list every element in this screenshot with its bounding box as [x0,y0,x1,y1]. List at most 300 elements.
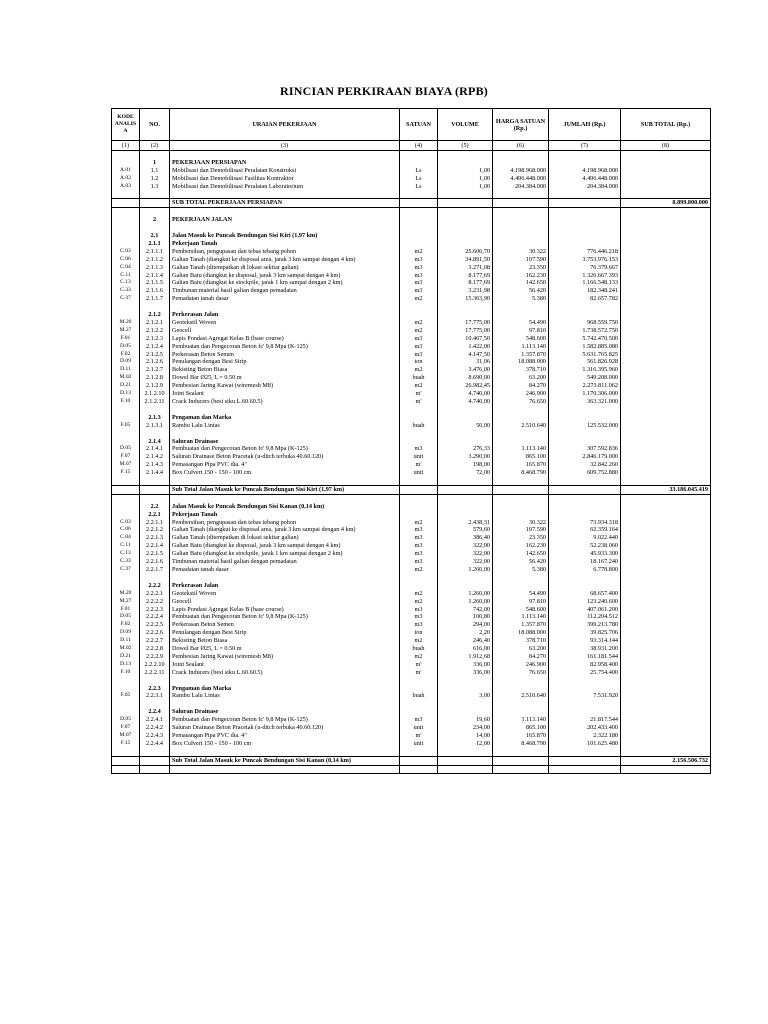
satuan-cell: m3 [400,351,438,359]
harga-cell: 63.200 [493,645,549,653]
jumlah-cell [549,700,621,708]
subtotal-cell [621,700,711,708]
harga-cell: 142.650 [493,550,549,558]
jumlah-cell: 4.496.448.000 [549,175,621,183]
harga-cell: 76.650 [493,398,549,406]
satuan-cell: ton [400,629,438,637]
jumlah-cell: 9.022.440 [549,534,621,542]
kode-cell: F.10 [112,669,140,677]
satuan-cell [400,240,438,248]
satuan-cell [400,151,438,159]
harga-cell [493,582,549,590]
kode-cell [112,503,140,511]
no-cell: 2.2 [140,503,170,511]
table-row [112,240,711,248]
harga-cell: 865.100 [493,453,549,461]
colnum-7: (7) [549,141,621,151]
no-cell: 2.1.2.3 [140,335,170,343]
satuan-cell [400,159,438,167]
jumlah-cell: 7.531.920 [549,692,621,700]
document-title: RINCIAN PERKIRAAN BIAYA (RPB) [280,84,488,98]
subtotal-cell [621,606,711,614]
volume-cell [438,574,493,582]
harga-cell [493,414,549,422]
jumlah-cell: 363.321.000 [549,398,621,406]
volume-cell: 8.177,69 [438,272,493,280]
jumlah-cell [549,582,621,590]
satuan-cell [400,503,438,511]
uraian-cell: Galian Batu (diangkut ke disposal, jarak 3 km sampai dengan 4 km) [170,272,400,280]
harga-cell [493,232,549,240]
no-cell: 2.1.3 [140,414,170,422]
subtotal-cell [621,740,711,748]
table-row [112,159,711,167]
jumlah-cell: 407.061.200 [549,606,621,614]
harga-cell: 2.510.640 [493,422,549,430]
table-row [112,685,711,693]
satuan-cell [400,765,438,774]
volume-cell: 3.231,98 [438,287,493,295]
subtotal-cell [621,279,711,287]
subtotal-cell [621,534,711,542]
table-row [112,519,711,527]
uraian-cell: Timbunan material hasil galian dengan pemadatan [170,558,400,566]
kode-cell [112,494,140,502]
no-cell: 2.1.2.1 [140,319,170,327]
volume-cell [438,700,493,708]
kode-cell [112,700,140,708]
column-number-row [112,141,711,151]
subtotal-cell: 8.899.800.000 [621,199,711,208]
satuan-cell: m3 [400,335,438,343]
volume-cell: 8.177,69 [438,279,493,287]
subtotal-cell [621,311,711,319]
subtotal-cell: 33.186.045.419 [621,485,711,494]
volume-cell: 579,60 [438,526,493,534]
uraian-cell: Perkerasan Beton Semen [170,351,400,359]
table-row [112,765,711,774]
subtotal-cell [621,335,711,343]
table-row [112,453,711,461]
subtotal-cell [621,414,711,422]
harga-cell: 23.350 [493,534,549,542]
kode-cell: C.03 [112,248,140,256]
kode-cell: D.05 [112,445,140,453]
no-cell: 2.1.2.7 [140,366,170,374]
satuan-cell: Ls [400,175,438,183]
no-cell: 1.1 [140,167,170,175]
kode-cell: C.03 [112,519,140,527]
no-cell [140,756,170,765]
table-row [112,438,711,446]
jumlah-cell [549,511,621,519]
satuan-cell: m' [400,732,438,740]
subtotal-cell [621,685,711,693]
kode-cell: M.02 [112,374,140,382]
volume-cell: 3.476,00 [438,366,493,374]
subtotal-cell [621,494,711,502]
volume-cell [438,756,493,765]
volume-cell: 4.740,00 [438,398,493,406]
harga-cell [493,677,549,685]
satuan-cell: m3 [400,534,438,542]
volume-cell: 742,00 [438,606,493,614]
subtotal-cell [621,732,711,740]
jumlah-cell: 5.742.470.500 [549,335,621,343]
uraian-cell: Perkerasan Beton Semen [170,621,400,629]
kode-cell: C.06 [112,256,140,264]
volume-cell [438,765,493,774]
volume-cell: 1.260,00 [438,590,493,598]
jumlah-cell: 1.316.395.960 [549,366,621,374]
subtotal-cell [621,430,711,438]
uraian-cell: Penulangan dengan Besi Sirip [170,629,400,637]
jumlah-cell: 307.592.836 [549,445,621,453]
volume-cell: 2.438,31 [438,519,493,527]
no-cell [140,430,170,438]
kode-cell: M.07 [112,461,140,469]
kode-cell [112,582,140,590]
no-cell: 2.1.4.4 [140,469,170,477]
volume-cell: 322,00 [438,542,493,550]
jumlah-cell [549,748,621,756]
no-cell [140,406,170,414]
subtotal-cell [621,724,711,732]
table-row [112,374,711,382]
kode-cell [112,477,140,485]
harga-cell: 162.230 [493,272,549,280]
satuan-cell [400,430,438,438]
subtotal-cell [621,558,711,566]
satuan-cell [400,485,438,494]
kode-cell: F.05 [112,692,140,700]
jumlah-cell [549,303,621,311]
table-row [112,208,711,216]
jumlah-cell: 2.322.180 [549,732,621,740]
satuan-cell [400,414,438,422]
satuan-cell: m2 [400,637,438,645]
header-jumlah: JUMLAH (Rp.) [549,109,621,141]
harga-cell: 1.113.140 [493,716,549,724]
table-row [112,677,711,685]
subtotal-cell [621,613,711,621]
kode-cell [112,438,140,446]
subtotal-cell [621,327,711,335]
jumlah-cell: 1.582.885.080 [549,343,621,351]
no-cell: 2.2.3 [140,685,170,693]
kode-cell [112,240,140,248]
harga-cell [493,191,549,199]
harga-cell: 246.900 [493,661,549,669]
jumlah-cell: 2.846.179.000 [549,453,621,461]
satuan-cell: m3 [400,287,438,295]
no-cell: 2.1.2.2 [140,327,170,335]
satuan-cell: m3 [400,279,438,287]
harga-cell [493,159,549,167]
table-row [112,335,711,343]
subtotal-cell [621,748,711,756]
satuan-cell: m2 [400,295,438,303]
jumlah-cell [549,477,621,485]
volume-cell: 31,06 [438,358,493,366]
harga-cell: 18.088.000 [493,629,549,637]
no-cell: 2.2.1.1 [140,519,170,527]
table-row [112,414,711,422]
uraian-cell [170,700,400,708]
jumlah-cell [549,216,621,224]
jumlah-cell [549,708,621,716]
volume-cell: 72,00 [438,469,493,477]
harga-cell: 8.468.790 [493,740,549,748]
volume-cell: 294,00 [438,621,493,629]
subtotal-cell [621,461,711,469]
table-row [112,621,711,629]
volume-cell [438,311,493,319]
volume-cell [438,199,493,208]
harga-cell: 107.590 [493,526,549,534]
kode-cell [112,485,140,494]
harga-cell: 18.088.000 [493,358,549,366]
table-row [112,151,711,159]
no-cell: 2.1.3.1 [140,422,170,430]
uraian-cell: SUB TOTAL PEKERJAAN PERSIAPAN [170,199,400,208]
table-row [112,327,711,335]
table-row [112,398,711,406]
table-row [112,422,711,430]
kode-cell: F.10 [112,398,140,406]
subtotal-cell [621,167,711,175]
no-cell: 2.1.4 [140,438,170,446]
no-cell: 2.2.4.4 [140,740,170,748]
subtotal-cell [621,191,711,199]
satuan-cell [400,708,438,716]
subtotal-cell [621,669,711,677]
header-harga: HARGA SATUAN (Rp.) [493,109,549,141]
harga-cell [493,700,549,708]
jumlah-cell [549,159,621,167]
table-row [112,319,711,327]
volume-cell [438,685,493,693]
volume-cell [438,748,493,756]
table-row [112,191,711,199]
kode-cell [112,406,140,414]
harga-cell: 56.420 [493,287,549,295]
table-row [112,311,711,319]
satuan-cell: buah [400,692,438,700]
uraian-cell: Mobilisasi dan Demobilisasi Fasilitas Kontraktor [170,175,400,183]
volume-cell [438,151,493,159]
kode-cell: D.09 [112,358,140,366]
jumlah-cell: 82.657.782 [549,295,621,303]
uraian-cell: Pengaman dan Marka [170,414,400,422]
jumlah-cell [549,494,621,502]
no-cell [140,574,170,582]
uraian-cell: Pembersihan, pengupasan dan tebas tebang pohon [170,248,400,256]
volume-cell [438,494,493,502]
no-cell: 2.1.1.7 [140,295,170,303]
kode-cell: C.13 [112,550,140,558]
kode-cell: M.20 [112,319,140,327]
satuan-cell: Ls [400,167,438,175]
no-cell [140,494,170,502]
satuan-cell: unit [400,469,438,477]
colnum-4: (4) [400,141,438,151]
no-cell: 2.2.2 [140,582,170,590]
subtotal-cell [621,519,711,527]
harga-cell: 84.270 [493,382,549,390]
subtotal-cell [621,319,711,327]
volume-cell: 25.606,70 [438,248,493,256]
volume-cell: 19,60 [438,716,493,724]
uraian-cell: Pemasangan Pipa PVC dia. 4" [170,461,400,469]
satuan-cell [400,700,438,708]
subtotal-cell [621,240,711,248]
table-row [112,637,711,645]
kode-cell: A.03 [112,183,140,191]
satuan-cell [400,224,438,232]
subtotal-cell [621,374,711,382]
satuan-cell [400,494,438,502]
subtotal-cell [621,256,711,264]
kode-cell: D.13 [112,661,140,669]
uraian-cell: Pembuatan dan Pengecoran Beton fc' 9,8 Mpa (K-125) [170,613,400,621]
no-cell: 2.1.2.9 [140,382,170,390]
uraian-cell [170,494,400,502]
table-row [112,716,711,724]
satuan-cell: m3 [400,272,438,280]
satuan-cell: unit [400,724,438,732]
uraian-cell: Lapis Pondasi Agregat Kelas B (base course) [170,606,400,614]
uraian-cell: Geotekstil Woven [170,590,400,598]
no-cell: 2.1.2.4 [140,343,170,351]
harga-cell: 1.357.870 [493,621,549,629]
kode-cell [112,199,140,208]
subtotal-cell [621,692,711,700]
table-row [112,366,711,374]
satuan-cell: m2 [400,566,438,574]
satuan-cell: m3 [400,716,438,724]
no-cell: 2.2.2.6 [140,629,170,637]
harga-cell [493,748,549,756]
uraian-cell: Galian Batu (diangkut ke disposal, jarak 3 km sampai dengan 4 km) [170,542,400,550]
satuan-cell [400,677,438,685]
harga-cell: 378.710 [493,637,549,645]
uraian-cell: Sub Total Jalan Masuk ke Puncak Bendungan Sisi Kiri (1,97 km) [170,485,400,494]
volume-cell: 34.891,50 [438,256,493,264]
harga-cell [493,303,549,311]
kode-cell: D.11 [112,366,140,374]
colnum-3: (3) [170,141,400,151]
uraian-cell: Perkerasan Jalan [170,311,400,319]
no-cell [140,748,170,756]
uraian-cell: Saluran Drainase [170,708,400,716]
subtotal-cell [621,550,711,558]
colnum-6: (6) [493,141,549,151]
header-uraian: URAIAN PEKERJAAN [170,109,400,141]
uraian-cell: Dowel Bar Ø25, L = 0.50 m [170,645,400,653]
kode-cell: C.37 [112,566,140,574]
satuan-cell: m3 [400,343,438,351]
subtotal-cell [621,765,711,774]
subtotal-cell [621,208,711,216]
jumlah-cell: 2.273.811.062 [549,382,621,390]
uraian-cell: Box Culvert 150 - 150 - 100 cm [170,469,400,477]
uraian-cell: Pembesian Jaring Kawat (wiremesh M8) [170,382,400,390]
no-cell: 1.2 [140,175,170,183]
jumlah-cell [549,485,621,494]
uraian-cell: Pemasangan Pipa PVC dia. 4" [170,732,400,740]
uraian-cell: Bekisting Beton Biasa [170,637,400,645]
table-row [112,566,711,574]
jumlah-cell: 561.826.928 [549,358,621,366]
no-cell: 2.1.2.11 [140,398,170,406]
table-row [112,351,711,359]
no-cell: 2.2.1.6 [140,558,170,566]
table-row [112,430,711,438]
header-subtotal: SUB TOTAL (Rp.) [621,109,711,141]
jumlah-cell [549,685,621,693]
table-row [112,303,711,311]
volume-cell: 14,00 [438,732,493,740]
harga-cell [493,756,549,765]
jumlah-cell [549,224,621,232]
subtotal-cell [621,351,711,359]
table-row [112,279,711,287]
volume-cell: 1,00 [438,183,493,191]
table-row [112,406,711,414]
satuan-cell: m3 [400,606,438,614]
no-cell: 2.2.1.7 [140,566,170,574]
harga-cell: 30.322 [493,248,549,256]
satuan-cell: Ls [400,183,438,191]
satuan-cell: m3 [400,256,438,264]
satuan-cell [400,477,438,485]
volume-cell: 234,00 [438,724,493,732]
harga-cell: 4.496.448.000 [493,175,549,183]
kode-cell: F.01 [112,335,140,343]
jumlah-cell [549,151,621,159]
volume-cell [438,430,493,438]
no-cell: 2.1.1 [140,240,170,248]
harga-cell: 378.710 [493,366,549,374]
satuan-cell: m2 [400,590,438,598]
no-cell: 2.2.1.3 [140,534,170,542]
jumlah-cell: 1.166.548.133 [549,279,621,287]
subtotal-cell [621,366,711,374]
harga-cell: 1.113.140 [493,343,549,351]
subtotal-cell [621,453,711,461]
colnum-1: (1) [112,141,140,151]
jumlah-cell: 68.657.400 [549,590,621,598]
harga-cell [493,224,549,232]
subtotal-cell [621,716,711,724]
kode-cell [112,159,140,167]
uraian-cell [170,765,400,774]
kode-cell [112,191,140,199]
table-row [112,461,711,469]
harga-cell [493,494,549,502]
satuan-cell: m2 [400,366,438,374]
uraian-cell: Perkerasan Jalan [170,582,400,590]
uraian-cell: Pengaman dan Marka [170,685,400,693]
jumlah-cell [549,406,621,414]
jumlah-cell: 45.933.300 [549,550,621,558]
harga-cell: 4.198.968.000 [493,167,549,175]
table-body [112,151,711,774]
table-row [112,232,711,240]
subtotal-cell [621,542,711,550]
uraian-cell [170,748,400,756]
